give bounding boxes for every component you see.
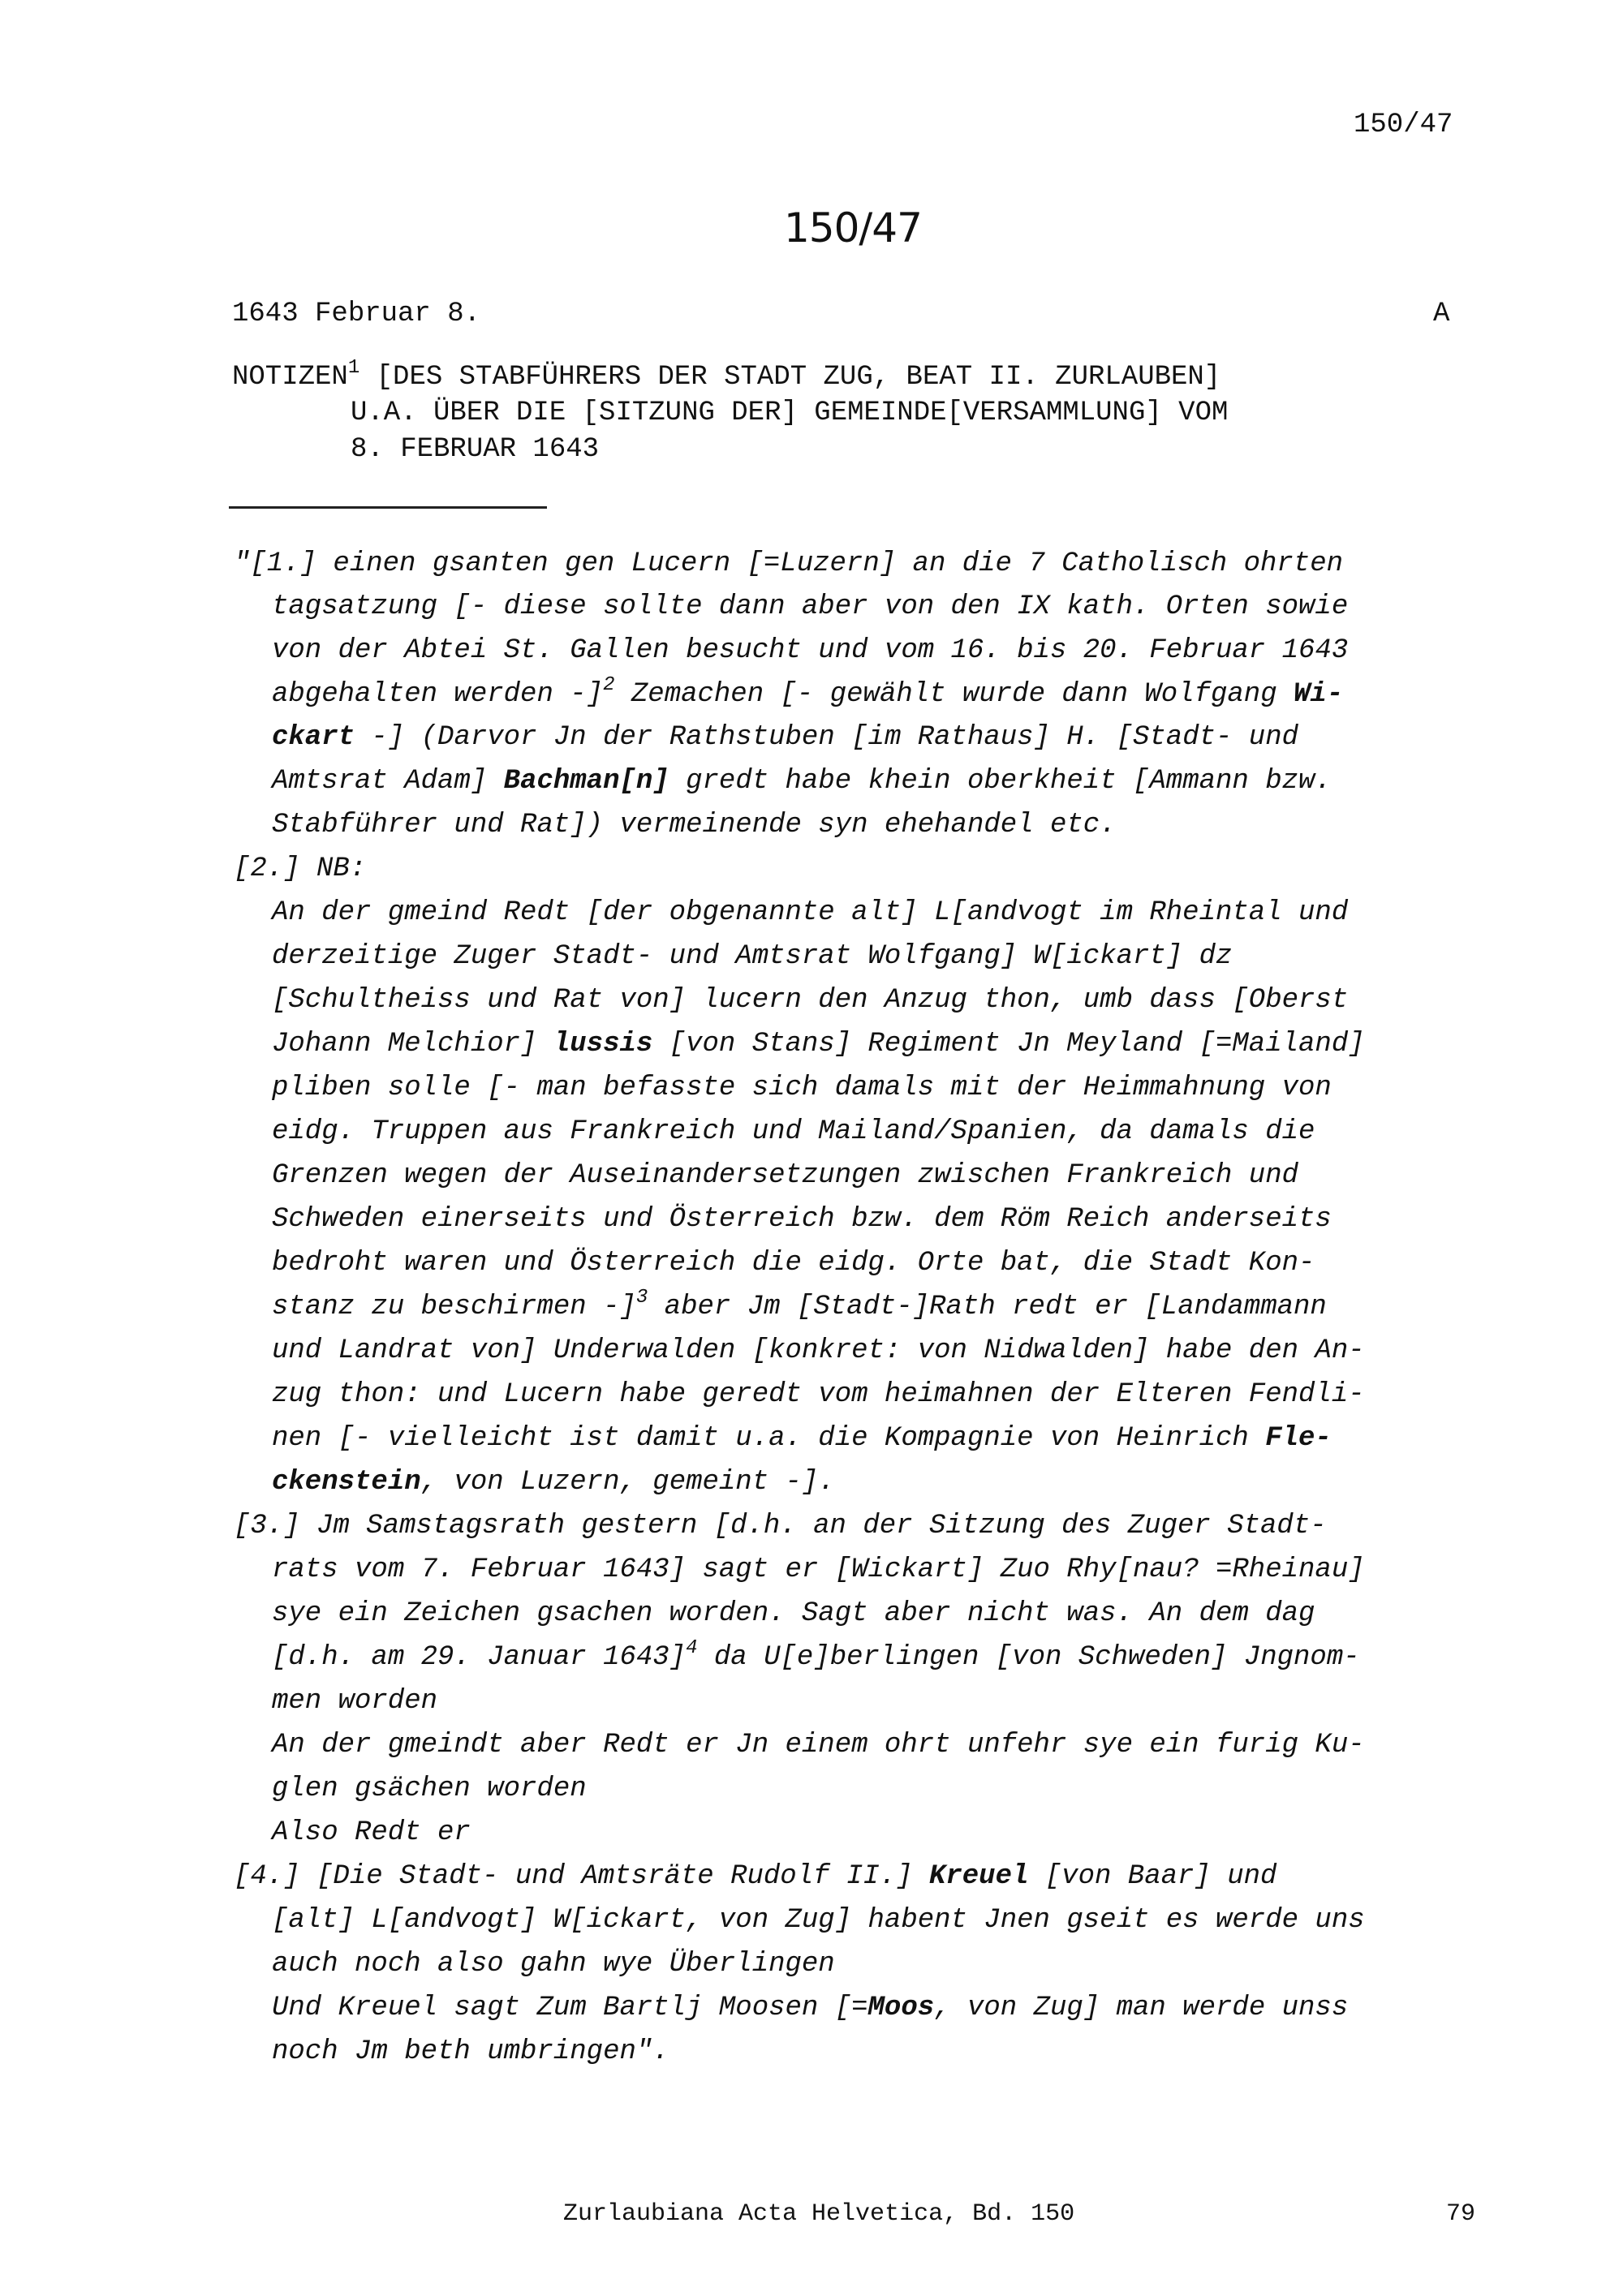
running-header-number: 150/47 [1354, 110, 1453, 140]
body-line: [2.] NB: [234, 853, 367, 884]
body-line: tagsatzung [- diese sollte dann aber von den IX kath. Orten sowie [272, 591, 1349, 622]
body-text: gredt habe khein oberkheit [Ammann bzw. [669, 766, 1332, 797]
body-line: derzeitige Zuger Stadt- und Amtsrat Wolfgang] W[ickart] dz [272, 941, 1233, 972]
footnote-ref-3: 3 [635, 1287, 648, 1309]
body-text: Johann Melchior] [272, 1029, 553, 1060]
body-line: [3.] Jm Samstagsrath gestern [d.h. an der Sitzung des Zuger Stadt- [234, 1511, 1327, 1541]
body-line [272, 1425, 1332, 1452]
body-text: Amtsrat Adam] [272, 766, 504, 797]
body-line [272, 1030, 1365, 1058]
body-text: [von Baar] und [1028, 1861, 1277, 1892]
body-line: Schweden einerseits und Österreich bzw. dem Röm Reich anderseits [272, 1204, 1332, 1235]
body-line: [Schultheiss und Rat von] lucern den Anzug thon, umb dass [Oberst [272, 985, 1349, 1016]
body-line: rats vom 7. Februar 1643] sagt er [Wickart] Zuo Rhy[nau? =Rheinau] [272, 1554, 1365, 1585]
body-line: pliben solle [- man befasste sich damals mit der Heimmahnung von [272, 1073, 1332, 1103]
body-text: aber Jm [Stadt-]Rath redt er [Landammann [648, 1292, 1327, 1322]
heading-line-1-rest: [DES STABFÜHRERS DER STADT ZUG, BEAT II. ZURLAUBEN] [359, 362, 1221, 393]
body-text: Und Kreuel sagt Zum Bartlj Moosen [= [272, 1993, 868, 2023]
body-line: sye ein Zeichen gsachen worden. Sagt aber nicht was. An dem dag [272, 1598, 1315, 1629]
heading-line-2: U.A. ÜBER DIE [SITZUNG DER] GEMEINDE[VERSAMMLUNG] VOM [351, 398, 1229, 428]
body-line: eidg. Truppen aus Frankreich und Mailand/Spanien, da damals die [272, 1116, 1315, 1147]
name-fleckenstein: Fle- [1265, 1423, 1332, 1454]
body-text: abgehalten werden -] [272, 679, 604, 710]
footnote-ref-1: 1 [347, 357, 360, 379]
body-text: da U[e]berlingen [von Schweden] Jngnom- [697, 1642, 1360, 1673]
footnote-ref-4: 4 [686, 1637, 698, 1659]
body-line [272, 1994, 1348, 2022]
heading-divider [229, 506, 547, 509]
name-wickart-cont: ckart [272, 722, 355, 753]
name-wickart: Wi- [1294, 679, 1344, 710]
document-number-title: 150/47 [784, 204, 922, 252]
footnote-ref-2: 2 [603, 674, 615, 696]
footer-series: Zurlaubiana Acta Helvetica, Bd. 150 [563, 2200, 1075, 2228]
body-text: Zemachen [- gewählt wurde dann Wolfgang [614, 679, 1294, 710]
body-line [272, 767, 1332, 795]
name-fleckenstein-cont: ckenstein [272, 1467, 421, 1498]
body-text: -] (Darvor Jn der Rathstuben [im Rathaus] H. [Stadt- und [355, 722, 1299, 753]
body-text: [von Stans] Regiment Jn Meyland [=Mailand] [652, 1029, 1365, 1060]
name-kreuel: Kreuel [928, 1861, 1029, 1892]
body-line: An der gmeindt aber Redt er Jn einem ohrt unfehr sye ein furig Ku- [272, 1730, 1365, 1761]
body-line: bedroht waren und Österreich die eidg. Orte bat, die Stadt Kon- [272, 1248, 1315, 1279]
body-line [234, 1863, 1276, 1890]
body-text: stanz zu beschirmen -] [272, 1292, 636, 1322]
body-line [272, 1468, 835, 1496]
name-moos: Moos [867, 1993, 935, 2023]
body-line: auch noch also gahn wye Überlingen [272, 1949, 835, 1980]
body-text: nen [- vielleicht ist damit u.a. die Kompagnie von Heinrich [272, 1423, 1266, 1454]
document-date: 1643 Februar 8. [232, 299, 481, 329]
body-line: men worden [272, 1686, 438, 1717]
body-text: , von Luzern, gemeint -]. [420, 1467, 835, 1498]
body-line [272, 674, 1344, 710]
body-line: noch Jm beth umbringen". [272, 2036, 669, 2067]
body-line: und Landrat von] Underwalden [konkret: von Nidwalden] habe den An- [272, 1335, 1365, 1366]
document-marker: A [1433, 299, 1450, 329]
body-line: Also Redt er [272, 1817, 471, 1848]
body-line [272, 1637, 1360, 1673]
footer-page-number: 79 [1446, 2200, 1476, 2228]
body-line [272, 724, 1298, 751]
name-lussi: lussis [553, 1029, 653, 1060]
body-line: [alt] L[andvogt] W[ickart, von Zug] habent Jnen gseit es werde uns [272, 1905, 1365, 1936]
body-text: , von Zug] man werde unss [934, 1993, 1349, 2023]
body-text: [d.h. am 29. Januar 1643] [272, 1642, 687, 1673]
body-line: glen gsächen worden [272, 1774, 587, 1804]
body-line: Stabführer und Rat]) vermeinende syn ehehandel etc. [272, 810, 1117, 841]
body-line: An der gmeind Redt [der obgenannte alt] L[andvogt im Rheintal und [272, 897, 1349, 928]
heading-line-3: 8. FEBRUAR 1643 [351, 434, 600, 465]
body-text: [4.] [Die Stadt- und Amtsräte Rudolf II.] [234, 1861, 929, 1892]
body-line: zug thon: und Lucern habe geredt vom heimahnen der Elteren Fendli- [272, 1379, 1365, 1410]
heading-prefix: NOTIZEN [232, 362, 348, 393]
body-line [272, 1287, 1327, 1322]
name-bachmann: Bachman[n] [503, 766, 669, 797]
body-line: "[1.] einen gsanten gen Lucern [=Luzern] an die 7 Catholisch ohrten [234, 548, 1344, 579]
body-line: Grenzen wegen der Auseinandersetzungen zwischen Frankreich und [272, 1160, 1299, 1191]
heading-line-1 [232, 357, 1221, 393]
body-line: von der Abtei St. Gallen besucht und vom 16. bis 20. Februar 1643 [272, 635, 1349, 666]
